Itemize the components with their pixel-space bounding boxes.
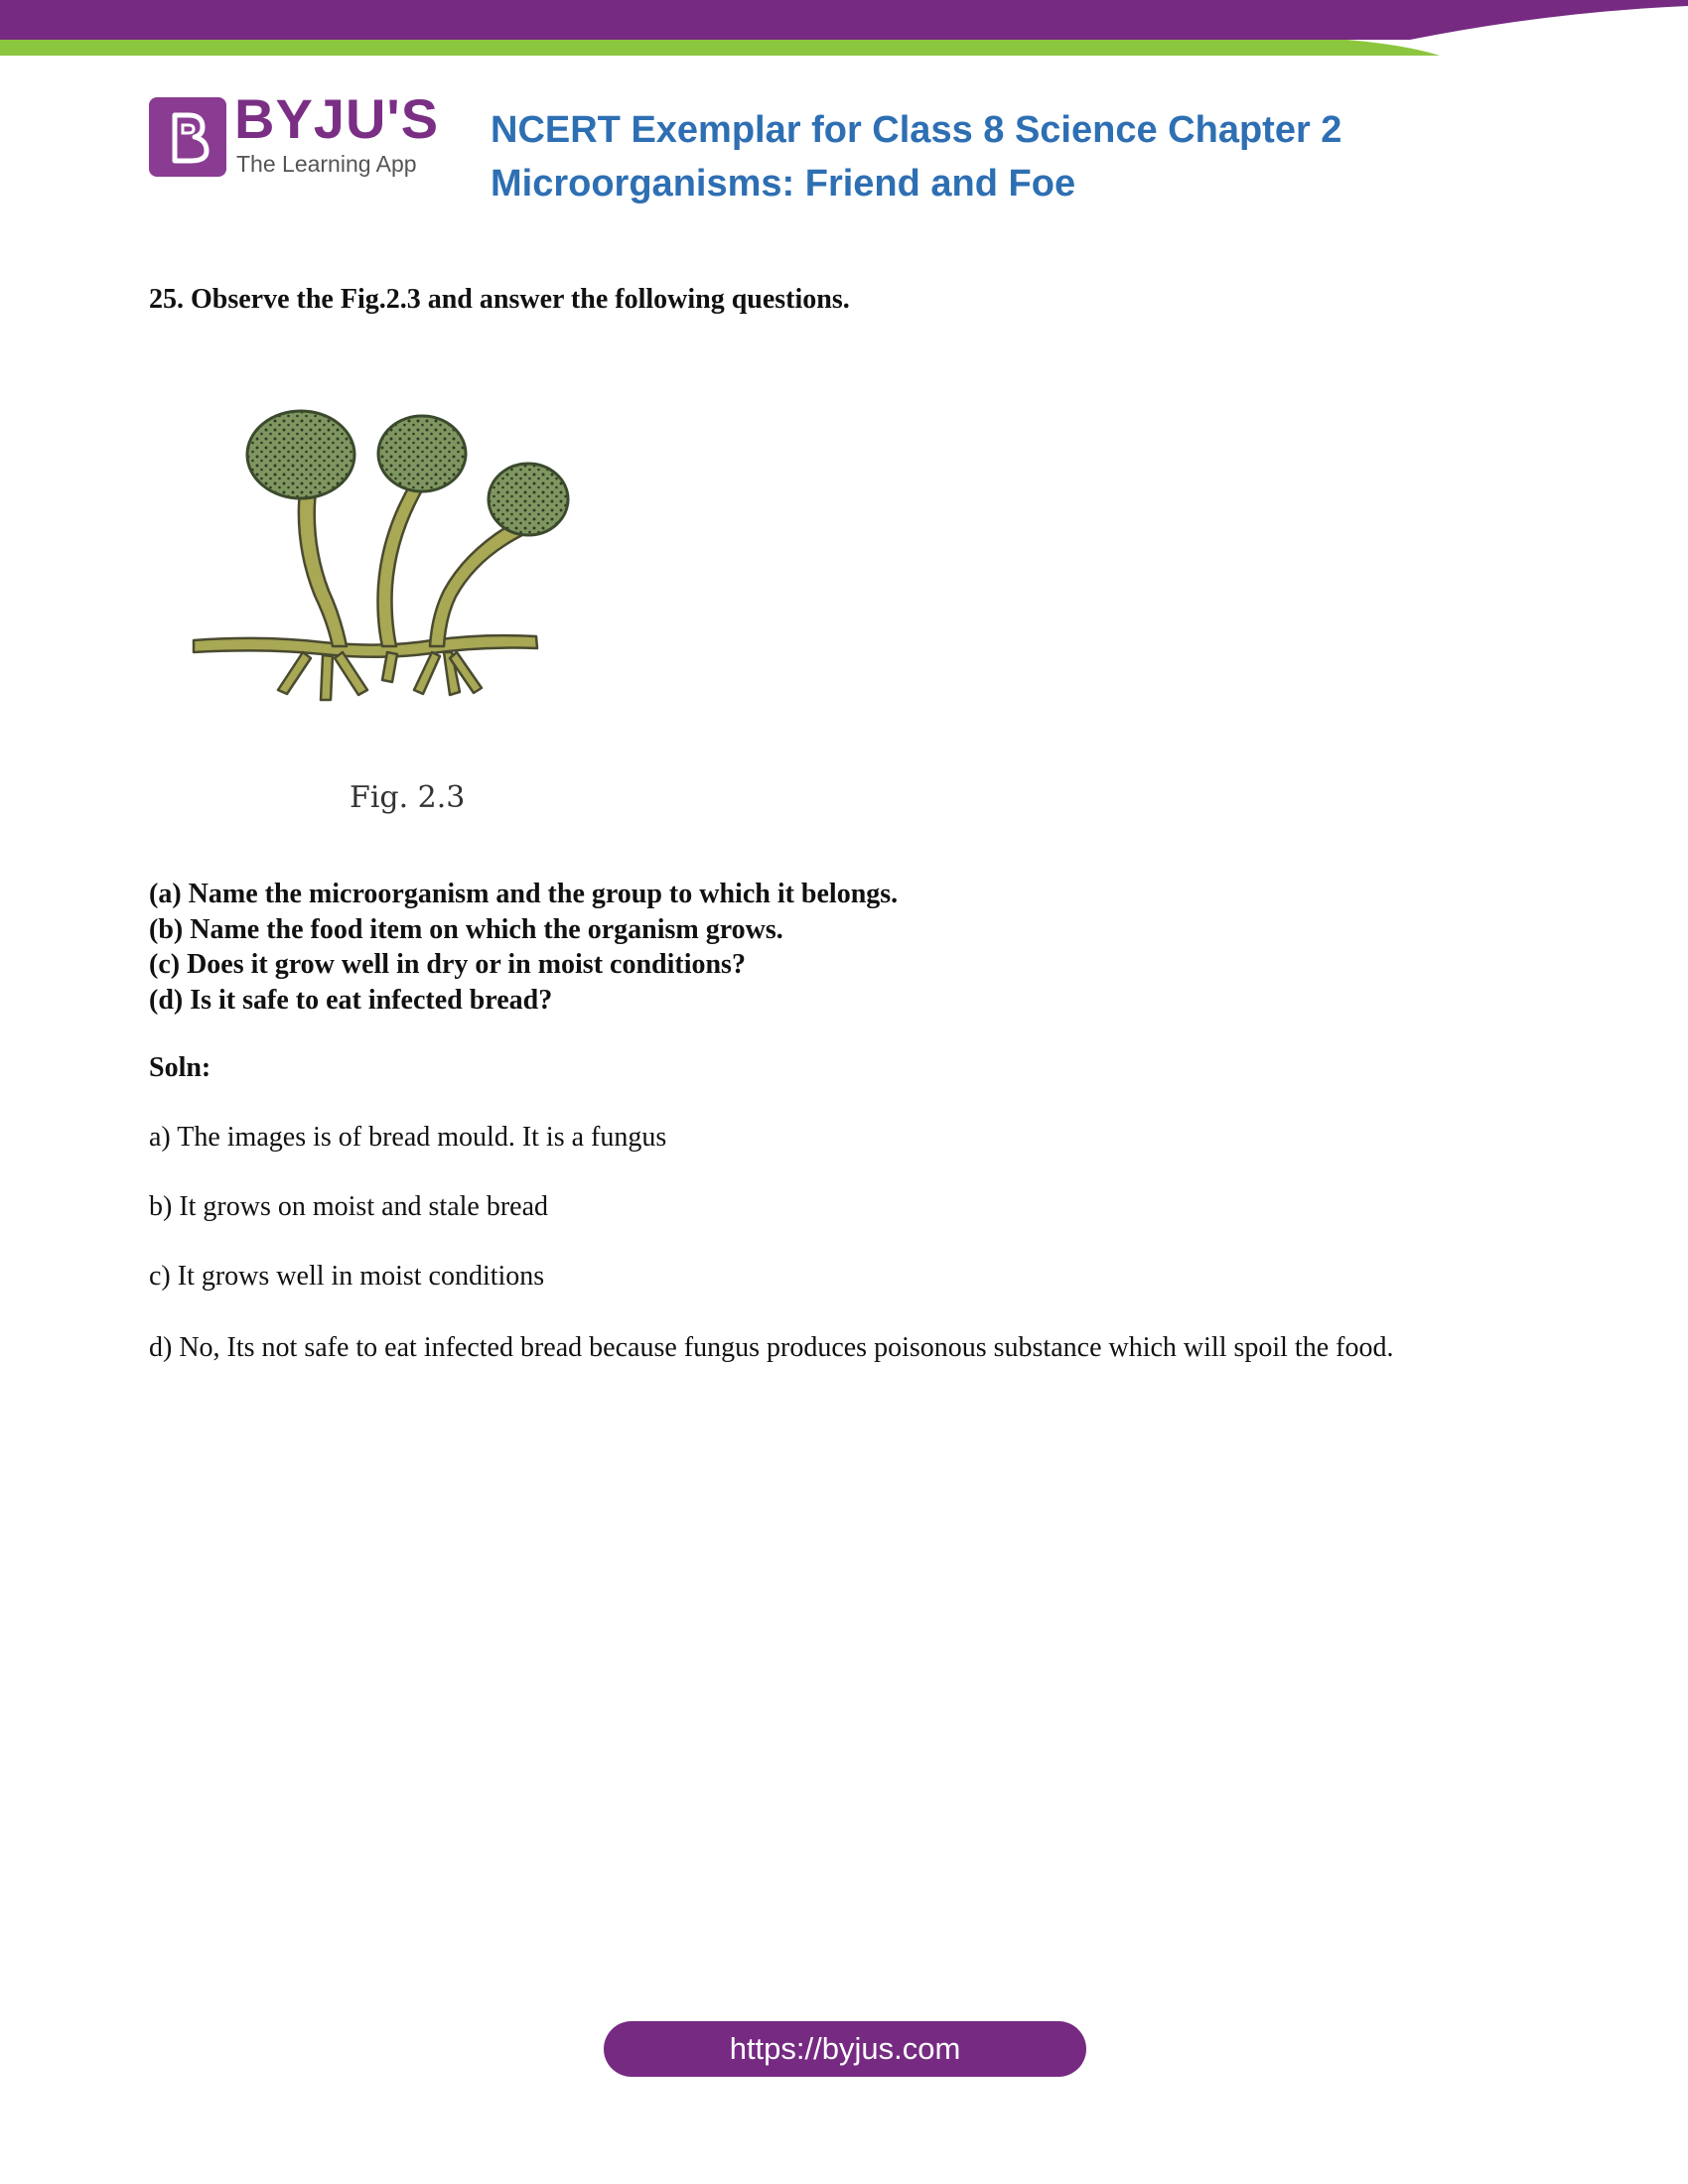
sub-question-a: (a) Name the microorganism and the group to which it belongs. — [149, 879, 899, 909]
logo-badge — [149, 97, 226, 177]
header-decorative-band — [0, 0, 1688, 64]
answer-d: d) No, Its not safe to eat infected bread because fungus produces poisonous substance which will spoil the food. — [149, 1332, 1394, 1363]
sub-question-list — [149, 877, 898, 1018]
figure-caption: Fig. 2.3 — [350, 780, 466, 815]
sub-question-b: (b) Name the food item on which the organism grows. — [149, 913, 783, 945]
page-title-line2: Microorganisms: Friend and Foe — [491, 163, 1076, 205]
byjus-logo — [149, 87, 440, 183]
logo-b-icon — [163, 109, 212, 165]
bread-mould-icon — [184, 392, 660, 730]
solution-label: Soln: — [149, 1052, 211, 1083]
page-title-line1: NCERT Exemplar for Class 8 Science Chapter 2 — [491, 109, 1342, 151]
answer-b: b) It grows on moist and stale bread — [149, 1191, 549, 1222]
answer-c: c) It grows well in moist conditions — [149, 1261, 545, 1292]
question-heading: 25. Observe the Fig.2.3 and answer the following questions. — [149, 284, 850, 315]
sub-question-c: (c) Does it grow well in dry or in moist conditions? — [149, 949, 746, 980]
page-title — [491, 103, 1341, 210]
footer-url-link[interactable]: https://byjus.com — [604, 2021, 1086, 2077]
answer-a: a) The images is of bread mould. It is a fungus — [149, 1122, 667, 1153]
sub-question-d: (d) Is it safe to eat infected bread? — [149, 984, 553, 1016]
logo-tagline: The Learning App — [236, 151, 417, 177]
logo-wordmark: BYJU'S — [234, 87, 440, 150]
